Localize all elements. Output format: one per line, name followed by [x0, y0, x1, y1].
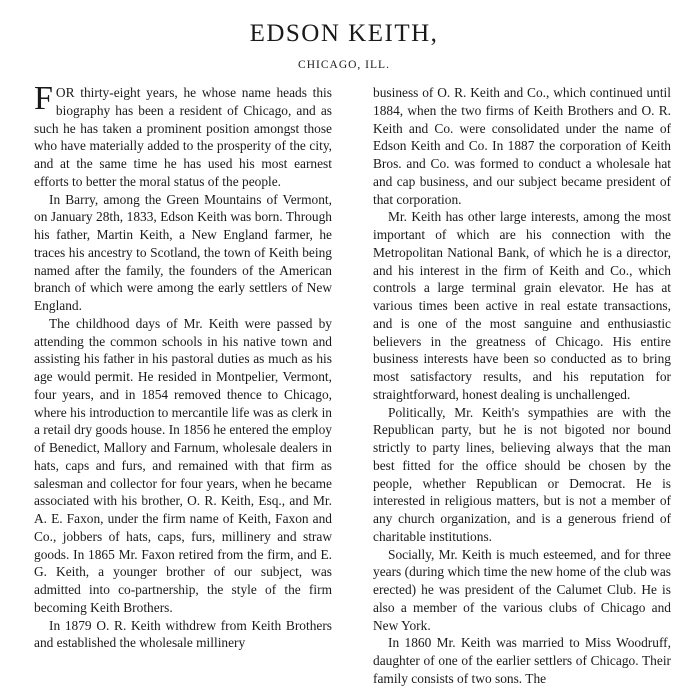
paragraph: In 1860 Mr. Keith was married to Miss Woodruff, daughter of one of the earlier settlers of Chicago. Their family consists of two sons. The — [373, 635, 671, 686]
paragraph: Politically, Mr. Keith's sympathies are with the Republican party, but he is not bigoted nor bound strictly to party lines, believing always that the man best fitted for the office should be chosen by the people, whether Republican or Democrat. He is interested in religious matters, but is not a member of any church organization, and is a generous friend of charitable institutions. — [373, 404, 671, 544]
paragraph: In 1879 O. R. Keith withdrew from Keith Brothers and established the wholesale millinery — [34, 617, 332, 651]
page-title: EDSON KEITH, — [249, 20, 439, 47]
paragraph: Mr. Keith has other large interests, among the most important of which are his connection with the Metropolitan National Bank, of which he is a director, and his interest in the firm of Keith and Co., which controls a large terminal grain elevator. He has at various times been active in real estate transactions, and is one of the most sanguine and enthusiastic believers in the greatness of Chicago. His entire business interests have been so conducted as to bring most satisfactory results, and his reputation for straightforward, honest dealing is unchallenged. — [373, 209, 671, 402]
left-column — [34, 80, 332, 652]
paragraph — [34, 80, 332, 191]
paragraph: business of O. R. Keith and Co., which continued until 1884, when the two firms of Keith Brothers and O. R. Keith and Co. were consolidated under the name of Edson Keith and Co. In 1887 the corporation of Keith Bros. and Co. was formed to conduct a wholesale hat and cap business, and our subject became president of that corporation. — [373, 85, 671, 207]
paragraph: In Barry, among the Green Mountains of Vermont, on January 28th, 1833, Edson Keith was born. Through his father, Martin Keith, a New England farmer, he traces his ancestry to Scotland, the town of Keith being named after the family, the founders of the American branch of which were among the early settlers of New England. — [34, 191, 332, 313]
drop-cap: F — [34, 80, 53, 117]
right-column — [373, 84, 671, 688]
paragraph: The childhood days of Mr. Keith were passed by attending the common schools in his native town and assisting his father in his pastoral duties as much as his age would permit. He resided in Montpelier, Vermont, four years, and in 1854 removed thence to Chicago, where his introduction to mercantile life was as clerk in a retail dry goods house. In 1856 he entered the employ of Benedict, Mallory and Farnum, wholesale dealers in hats, caps and furs, and remained with that firm as salesman and collector for four years, when he became associated with his brother, O. R. Keith, Esq., and Mr. A. E. Faxon, under the firm name of Keith, Faxon and Co., jobbers of hats, caps, furs, millinery and straw goods. In 1865 Mr. Faxon retired from the firm, and E. G. Keith, a younger brother of our subject, was admitted into co-partnership, the style of the firm becoming Keith Brothers. — [34, 315, 332, 615]
location-subtitle: CHICAGO, ILL. — [298, 59, 390, 71]
paragraph: Socially, Mr. Keith is much esteemed, and for three years (during which time the new home of the club was erected) he was president of the Calumet Club. He is also a member of the various clubs of Chicago and New York. — [373, 546, 671, 633]
paragraph-text: OR thirty-eight years, he whose name heads this biography has been a resident of Chicago, and as such he has taken a prominent position amongst those who have materially added to the prosperity of the city, and at the same time he has used his most earnest efforts to better the moral status of the people. — [34, 85, 332, 189]
